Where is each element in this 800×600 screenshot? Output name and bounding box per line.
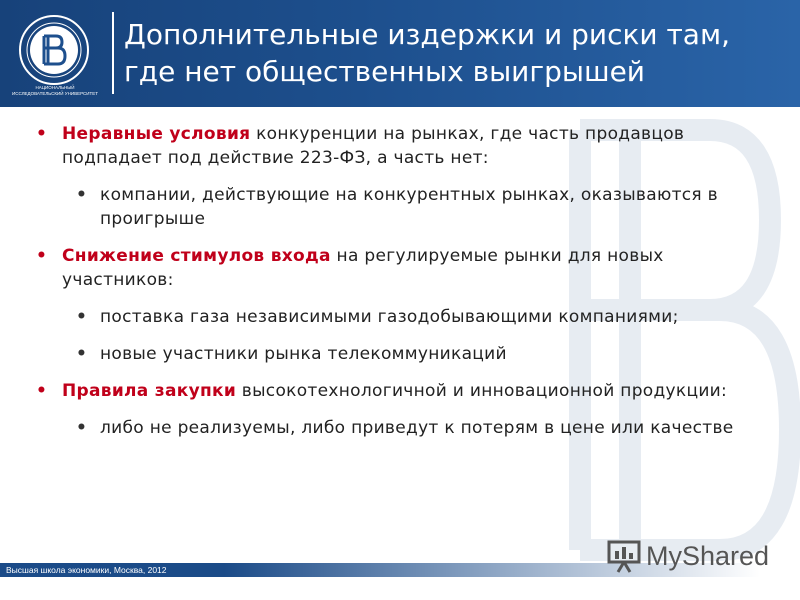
bullet-item-1 bbox=[36, 122, 776, 170]
hse-logo-icon bbox=[18, 14, 90, 86]
highlight-text: Правила закупки bbox=[62, 381, 237, 401]
myshared-watermark bbox=[606, 536, 769, 576]
sub-bullet-item-3 bbox=[76, 342, 776, 366]
header-bar bbox=[0, 0, 800, 107]
slide-title bbox=[124, 16, 794, 90]
sub-bullet-item-2 bbox=[76, 305, 776, 329]
bullet-marker: • bbox=[36, 124, 48, 144]
slide-content bbox=[36, 122, 776, 453]
item-text: новые участники рынка телекоммуникаций bbox=[100, 344, 507, 364]
bullet-marker: • bbox=[36, 381, 48, 401]
header-divider bbox=[112, 12, 114, 94]
bullet-marker: • bbox=[36, 246, 48, 266]
item-text: поставка газа независимыми газодобывающими компаниями; bbox=[100, 307, 679, 327]
title-line-1: Дополнительные издержки и риски там, bbox=[124, 18, 730, 51]
item-text: компании, действующие на конкурентных рынках, оказываются в проигрыше bbox=[100, 185, 718, 229]
sub-bullet-item-1 bbox=[76, 183, 776, 231]
item-text: либо не реализуемы, либо приведут к потерям в цене или качестве bbox=[100, 418, 734, 438]
bullet-marker: • bbox=[76, 344, 88, 364]
highlight-text: Неравные условия bbox=[62, 124, 251, 144]
myshared-brand-text: MyShared bbox=[646, 540, 770, 571]
bullet-item-2 bbox=[36, 244, 776, 292]
footer-text: Высшая школа экономики, Москва, 2012 bbox=[6, 565, 167, 575]
bullet-marker: • bbox=[76, 185, 88, 205]
bullet-marker: • bbox=[76, 418, 88, 438]
bullet-item-3 bbox=[36, 379, 776, 403]
title-line-2: где нет общественных выигрышей bbox=[124, 55, 646, 88]
sub-bullet-item-4 bbox=[76, 416, 776, 440]
highlight-text: Снижение стимулов входа bbox=[62, 246, 331, 266]
logo-caption: НАЦИОНАЛЬНЫЙ ИССЛЕДОВАТЕЛЬСКИЙ УНИВЕРСИТЕТ bbox=[11, 85, 99, 96]
bullet-marker: • bbox=[76, 307, 88, 327]
presentation-board-icon bbox=[606, 539, 642, 573]
item-text: на регулируемые рынки для новых участников: bbox=[62, 246, 664, 290]
item-text: конкуренции на рынках, где часть продавцов подпадает под действие 223-ФЗ, а часть нет: bbox=[62, 124, 685, 168]
item-text: высокотехнологичной и инновационной продукции: bbox=[236, 381, 728, 401]
